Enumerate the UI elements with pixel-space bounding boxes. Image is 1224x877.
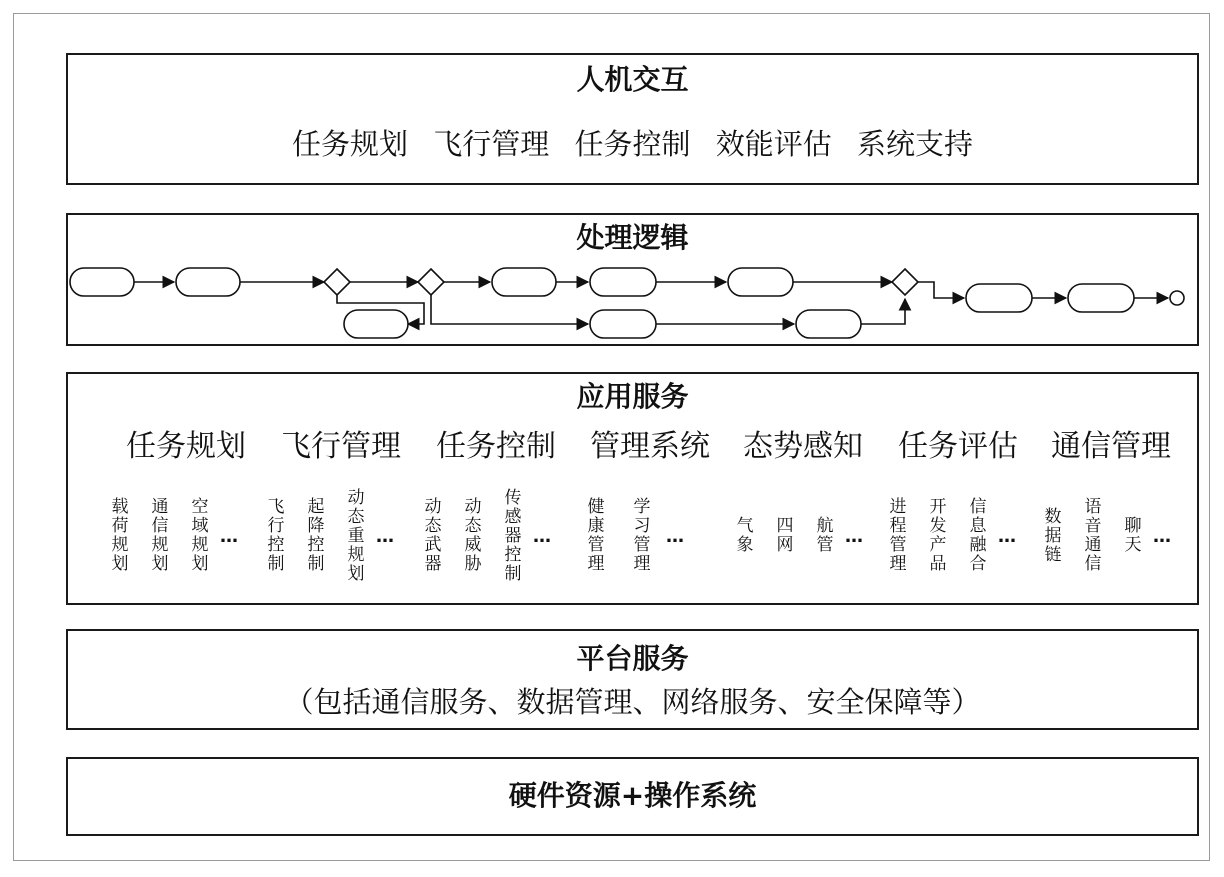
hci-module: 系统支持 — [856, 127, 973, 161]
subitem: 通 信 规 划 — [151, 497, 169, 574]
process-node — [176, 268, 240, 296]
more-ellipsis: … — [845, 525, 862, 547]
subitem: 空 域 规 划 — [191, 497, 209, 574]
process-node — [728, 268, 793, 296]
hci-module: 任务规划 — [292, 127, 409, 161]
more-ellipsis: … — [1153, 525, 1170, 547]
service-name: 通信管理 — [1051, 429, 1171, 464]
process-node — [590, 268, 656, 296]
architecture-diagram — [13, 13, 1210, 861]
service-name: 态势感知 — [743, 429, 863, 464]
more-ellipsis: … — [666, 525, 683, 547]
subitem: 语 音 通 信 — [1084, 497, 1102, 574]
service-subitems — [586, 474, 683, 598]
layer-title: 硬件资源+操作系统 — [508, 779, 757, 812]
subitem: 航 管 — [816, 516, 834, 555]
subitem: 飞 行 控 制 — [267, 497, 285, 574]
process-node — [1068, 284, 1134, 312]
subitem: 健 康 管 理 — [587, 497, 605, 574]
process-node — [590, 310, 656, 338]
subitem: 进 程 管 理 — [889, 497, 907, 574]
more-ellipsis: … — [220, 525, 237, 547]
subitem: 传 感 器 控 制 — [504, 487, 522, 584]
subitem: 信 息 融 合 — [969, 497, 987, 574]
service-name: 任务控制 — [436, 429, 556, 464]
process-node — [492, 268, 556, 296]
subitem: 学 习 管 理 — [633, 497, 651, 574]
decision-node — [418, 269, 444, 295]
workflow-diagram — [68, 215, 1197, 344]
subitem: 动 态 武 器 — [424, 497, 442, 574]
hci-module: 任务控制 — [574, 127, 691, 161]
layer-title: 人机交互 — [576, 63, 689, 96]
layer-title: 平台服务 — [576, 642, 689, 675]
layer-title: 处理逻辑 — [576, 221, 689, 254]
layer-processing-logic — [66, 213, 1199, 346]
service-subitems — [423, 474, 550, 598]
end-node — [1170, 291, 1184, 305]
subitem: 动 态 重 规 划 — [347, 487, 365, 584]
service-name: 任务评估 — [898, 429, 1018, 464]
merge-arrow — [861, 299, 905, 324]
more-ellipsis: … — [533, 525, 550, 547]
service-subitems — [1043, 474, 1170, 598]
service-name: 管理系统 — [590, 429, 710, 464]
hci-module: 效能评估 — [715, 127, 832, 161]
flow-arrow — [918, 282, 964, 298]
decision-node — [324, 269, 350, 295]
service-subitems — [110, 474, 237, 598]
layer-subtitle: （包括通信服务、数据管理、网络服务、安全保障等） — [284, 685, 981, 719]
subitem: 聊 天 — [1124, 516, 1142, 555]
service-subitems — [266, 474, 393, 598]
subitem: 四 网 — [776, 516, 794, 555]
subitem: 气 象 — [736, 516, 754, 555]
process-node — [70, 268, 134, 296]
layer-application-services — [66, 372, 1199, 605]
layer-platform-services — [66, 629, 1199, 730]
process-node — [966, 284, 1032, 312]
service-name: 飞行管理 — [281, 429, 401, 464]
branch-arrow — [431, 295, 588, 324]
subitem: 数 据 链 — [1044, 506, 1062, 565]
subitem: 起 降 控 制 — [307, 497, 325, 574]
service-subitems — [735, 474, 862, 598]
process-node — [344, 310, 408, 338]
service-subitems — [888, 474, 1015, 598]
more-ellipsis: … — [376, 525, 393, 547]
subitem: 动 态 威 胁 — [464, 497, 482, 574]
hci-modules — [68, 126, 1197, 162]
layer-hardware-os — [66, 757, 1199, 836]
subitem: 开 发 产 品 — [929, 497, 947, 574]
more-ellipsis: … — [998, 525, 1015, 547]
service-name: 任务规划 — [126, 429, 246, 464]
subitem: 载 荷 规 划 — [111, 497, 129, 574]
hci-module: 飞行管理 — [433, 127, 550, 161]
process-node — [796, 310, 861, 338]
layer-human-machine-interaction — [66, 53, 1199, 185]
layer-title: 应用服务 — [576, 380, 689, 413]
decision-node — [892, 269, 918, 295]
